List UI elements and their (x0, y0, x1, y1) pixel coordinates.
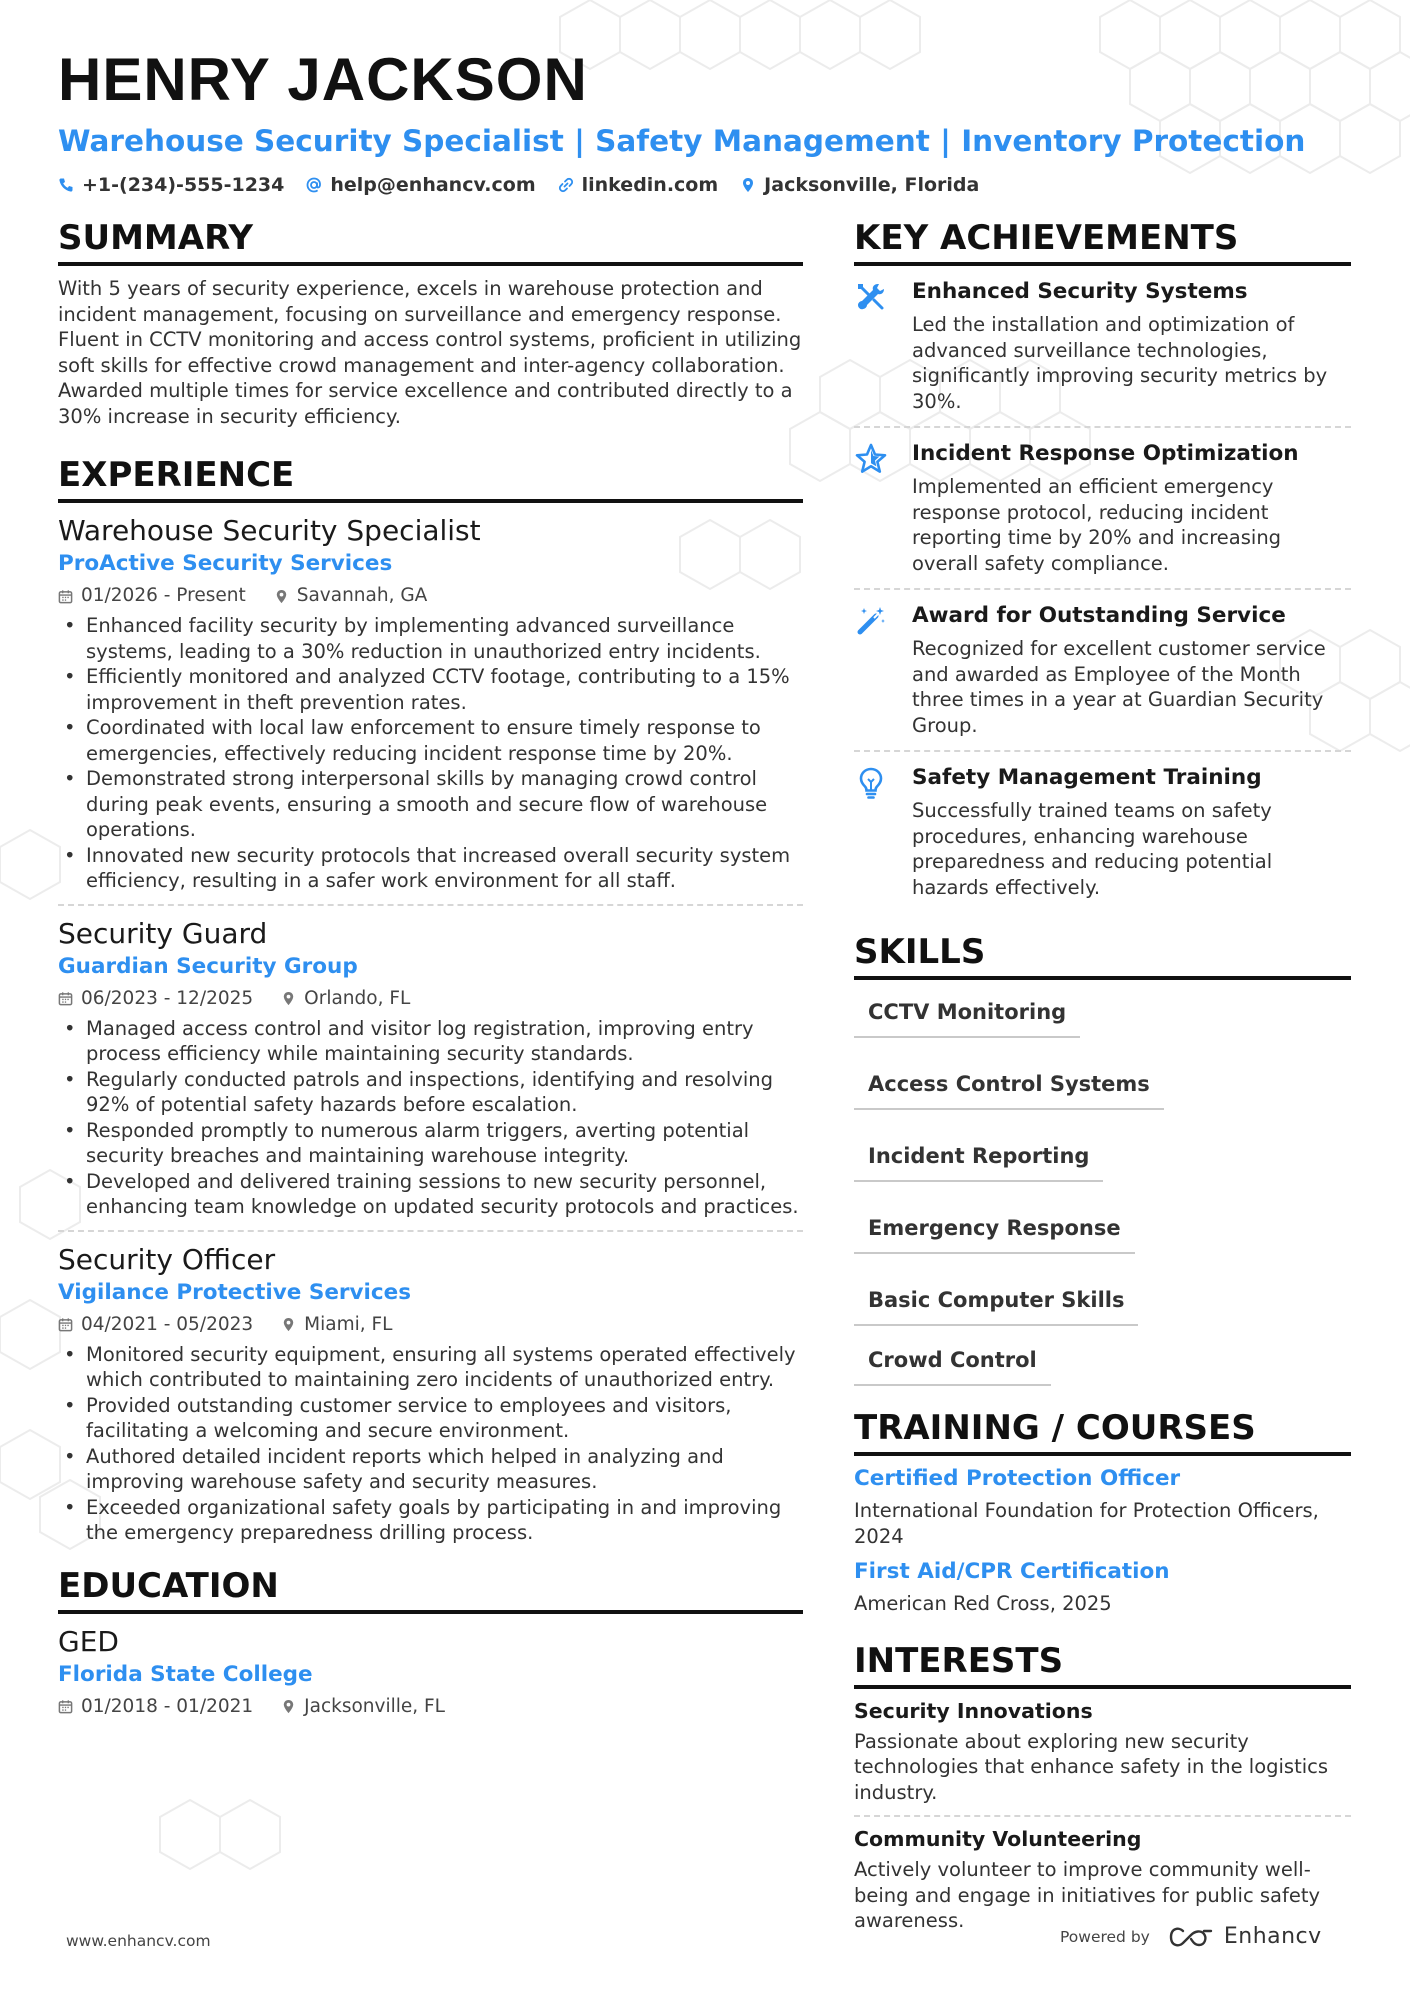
skills-list (854, 990, 1351, 1386)
school-name: Florida State College (58, 1661, 313, 1687)
contact-linkedin-text: linkedin.com (581, 174, 719, 196)
enhancv-logo[interactable] (1168, 1924, 1322, 1949)
job-location (281, 1312, 392, 1338)
lightbulb-icon (854, 766, 888, 800)
experience-entry (58, 904, 803, 1220)
summary-heading: SUMMARY (58, 218, 803, 266)
achievement-item (854, 752, 1351, 912)
skills-heading: SKILLS (854, 932, 1351, 980)
enhancv-logo-icon (1168, 1926, 1214, 1948)
company-name: Vigilance Protective Services (58, 1279, 412, 1305)
bullet-item: • Monitored security equipment, ensuring all systems operated effectively which contributed to maintaining zero incidents of unauthorized entry. (58, 1342, 803, 1393)
achievement-body (912, 602, 1351, 738)
skill-tag: Emergency Response (854, 1206, 1135, 1254)
link-icon (558, 177, 574, 193)
at-icon (306, 177, 322, 193)
interest-desc: Passionate about exploring new security technologies that enhance safety in the logistics industry. (854, 1729, 1329, 1804)
contact-email[interactable] (306, 174, 535, 196)
experience-entry (58, 513, 803, 894)
job-location-text: Miami, FL (304, 1313, 393, 1335)
skills-section (854, 932, 1351, 1386)
bullet-item: • Provided outstanding customer service to employees and visitors, facilitating a welcoming and secure environment. (58, 1393, 803, 1444)
course-desc: International Foundation for Protection Officers, 2024 (854, 1499, 1319, 1548)
magic-wand-icon (854, 604, 888, 638)
calendar-icon (58, 589, 73, 604)
bullet-item: • Managed access control and visitor log registration, improving entry process efficiency while maintaining security standards. (58, 1016, 803, 1067)
job-title: Warehouse Security Specialist (58, 514, 481, 547)
skill-tag: Basic Computer Skills (854, 1278, 1138, 1326)
summary-text: With 5 years of security experience, excels in warehouse protection and incident management, focusing on surveillance and emergency response. Fluent in CCTV monitoring and access control systems, proficient in utilizing soft skills for effective crowd management and inter-agency collaboration. Awarded multiple times for service excellence and contributed directly to a 30% increase in security efficiency. (58, 277, 802, 428)
experience-list (58, 513, 803, 1546)
contact-email-text: help@enhancv.com (330, 174, 536, 196)
achievement-body (912, 440, 1351, 576)
interest-desc: Actively volunteer to improve community well-being and engage in initiatives for public safety awareness. (854, 1858, 1321, 1932)
contact-phone[interactable] (58, 174, 284, 196)
interest-title: Community Volunteering (854, 1827, 1142, 1851)
location-pin-icon (281, 1317, 296, 1332)
calendar-icon (58, 1699, 73, 1714)
education-dates-text: 01/2018 - 01/2021 (81, 1695, 254, 1717)
interest-item (854, 1689, 1351, 1818)
achievement-icon-wrap (854, 602, 894, 738)
bullet-item: • Exceeded organizational safety goals by participating in and improving the emergency preparedness drilling process. (58, 1495, 803, 1546)
training-section (854, 1408, 1351, 1617)
achievement-title: Safety Management Training (912, 765, 1262, 790)
calendar-icon (58, 1317, 73, 1332)
achievement-title: Incident Response Optimization (912, 441, 1299, 466)
education-location-text: Jacksonville, FL (304, 1695, 445, 1717)
job-dates-text: 04/2021 - 05/2023 (81, 1313, 254, 1335)
education-section (58, 1566, 803, 1720)
achievement-desc: Successfully trained teams on safety procedures, enhancing warehouse preparedness and reducing potential hazards effectively. (912, 799, 1273, 899)
training-list (854, 1464, 1351, 1617)
skill-tag: CCTV Monitoring (854, 990, 1080, 1038)
education-meta (58, 1694, 803, 1720)
location-pin-icon (740, 177, 756, 193)
achievement-icon-wrap (854, 440, 894, 576)
bullet-item: • Developed and delivered training sessions to new security personnel, enhancing team knowledge on updated security protocols and practices. (58, 1169, 803, 1220)
candidate-name: HENRY JACKSON (58, 46, 588, 113)
achievement-desc: Implemented an efficient emergency response protocol, reducing incident reporting time by 20% and increasing overall safety compliance. (912, 475, 1282, 575)
education-location (281, 1694, 445, 1720)
job-location (281, 986, 410, 1012)
achievement-desc: Led the installation and optimization of advanced surveillance technologies, significantly improving security metrics by 30%. (912, 313, 1328, 413)
bullet-item: • Enhanced facility security by implementing advanced surveillance systems, leading to a 30% reduction in unauthorized entry incidents. (58, 613, 803, 664)
location-pin-icon (281, 1699, 296, 1714)
job-title: Security Guard (58, 916, 268, 950)
achievement-title: Enhanced Security Systems (912, 279, 1248, 304)
phone-icon (58, 177, 74, 193)
left-column (58, 218, 803, 1720)
skill-tag: Crowd Control (854, 1338, 1051, 1386)
bullet-item: • Coordinated with local law enforcement to ensure timely response to emergencies, effectively reducing incident response time by 20%. (58, 715, 803, 766)
tools-icon (854, 280, 888, 314)
education-heading: EDUCATION (58, 1566, 803, 1614)
interests-heading: INTERESTS (854, 1641, 1351, 1689)
experience-heading: EXPERIENCE (58, 455, 803, 503)
bullet-item: • Innovated new security protocols that increased overall security system efficiency, resulting in a safer work environment for all staff. (58, 843, 803, 894)
right-column (854, 218, 1351, 1944)
star-icon (854, 442, 888, 476)
job-bullets (58, 1016, 803, 1220)
calendar-icon (58, 991, 73, 1006)
course-title: First Aid/CPR Certification (854, 1559, 1170, 1584)
achievements-heading: KEY ACHIEVEMENTS (854, 218, 1351, 266)
job-title: Security Officer (58, 1242, 276, 1276)
bullet-item: • Demonstrated strong interpersonal skills by managing crowd control during peak events, ensuring a smooth and secure flow of warehouse operations. (58, 766, 803, 843)
education-dates (58, 1694, 253, 1720)
achievement-icon-wrap (854, 764, 894, 900)
achievement-item (854, 266, 1351, 428)
degree-title: GED (58, 1624, 119, 1658)
job-location (274, 583, 428, 609)
achievement-body (912, 764, 1351, 900)
bullet-item: • Authored detailed incident reports which helped in analyzing and improving warehouse safety and security measures. (58, 1444, 803, 1495)
footer-branding (1060, 1924, 1322, 1949)
interests-section (854, 1641, 1351, 1944)
enhancv-brand-text: Enhancv (1223, 1924, 1322, 1949)
contact-location-text: Jacksonville, Florida (764, 174, 980, 196)
achievement-item (854, 590, 1351, 752)
achievements-section (854, 218, 1351, 912)
contact-location (740, 174, 979, 196)
job-dates (58, 583, 246, 609)
job-dates-text: 01/2026 - Present (81, 585, 246, 606)
course-title: Certified Protection Officer (854, 1466, 1181, 1491)
job-location-text: Orlando, FL (304, 987, 411, 1009)
resume-header (58, 44, 1358, 196)
contact-linkedin[interactable] (558, 174, 719, 196)
job-bullets (58, 1342, 803, 1546)
job-dates (58, 986, 253, 1012)
achievement-item (854, 428, 1351, 590)
interests-list (854, 1689, 1351, 1944)
job-meta (58, 986, 803, 1012)
course-item (854, 1557, 1351, 1617)
job-bullets (58, 613, 803, 894)
achievement-desc: Recognized for excellent customer service and awarded as Employee of the Month three times in a year at Guardian Security Group. (912, 637, 1326, 737)
job-dates-text: 06/2023 - 12/2025 (81, 987, 254, 1009)
footer-website[interactable]: www.enhancv.com (66, 1932, 211, 1950)
achievements-list (854, 266, 1351, 912)
contact-bar (58, 174, 1358, 196)
achievement-title: Award for Outstanding Service (912, 603, 1286, 628)
powered-by-text: Powered by (1060, 1927, 1150, 1946)
job-meta (58, 583, 803, 609)
job-meta (58, 1312, 803, 1338)
company-name: Guardian Security Group (58, 953, 358, 979)
course-desc: American Red Cross, 2025 (854, 1592, 1112, 1615)
bullet-item: • Regularly conducted patrols and inspections, identifying and resolving 92% of potential safety hazards before escalation. (58, 1067, 803, 1118)
location-pin-icon (281, 991, 296, 1006)
experience-section (58, 455, 803, 1546)
contact-phone-text: +1-(234)-555-1234 (82, 174, 285, 196)
bullet-item: • Responded promptly to numerous alarm triggers, averting potential security breaches and maintaining warehouse integrity. (58, 1118, 803, 1169)
company-name: ProActive Security Services (58, 551, 393, 576)
education-entry (58, 1624, 803, 1720)
job-location-text: Savannah, GA (296, 585, 428, 606)
interest-title: Security Innovations (854, 1698, 1093, 1723)
training-heading: TRAINING / COURSES (854, 1408, 1351, 1456)
location-pin-icon (274, 589, 289, 604)
candidate-headline: Warehouse Security Specialist | Safety Management | Inventory Protection (58, 124, 1306, 158)
job-dates (58, 1312, 253, 1338)
experience-entry (58, 1230, 803, 1546)
course-item (854, 1464, 1351, 1549)
achievement-body (912, 278, 1351, 414)
skill-tag: Access Control Systems (854, 1062, 1164, 1110)
skill-tag: Incident Reporting (854, 1134, 1103, 1182)
summary-section (58, 218, 803, 429)
bullet-item: • Efficiently monitored and analyzed CCTV footage, contributing to a 15% improvement in theft prevention rates. (58, 664, 803, 715)
achievement-icon-wrap (854, 278, 894, 414)
